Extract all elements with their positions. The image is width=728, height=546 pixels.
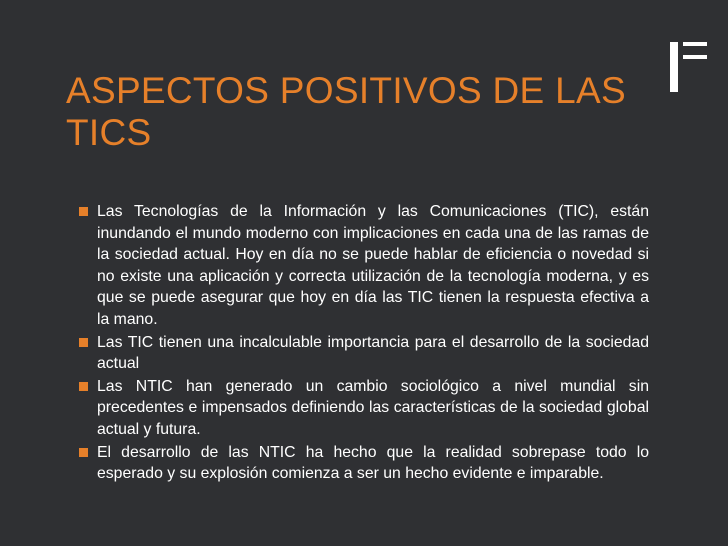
bullet-text: El desarrollo de las NTIC ha hecho que la realidad sobrepase todo lo esperado y su explosión comienza a ser un hecho evidente e imparable. bbox=[97, 443, 649, 483]
bullet-item bbox=[79, 201, 649, 331]
bullet-list bbox=[79, 201, 649, 486]
square-bullet-icon bbox=[79, 448, 88, 457]
bullet-item bbox=[79, 332, 649, 375]
bullet-text: Las Tecnologías de la Información y las Comunicaciones (TIC), están inundando el mundo moderno con implicaciones en cada una de las ramas de la sociedad actual. Hoy en día no se puede hablar de eficiencia o novedad si no existe una aplicación y correcta utilización de la tecnología moderna, y es que se puede asegurar que hoy en día las TIC tienen la respuesta efectiva a la mano. bbox=[97, 203, 649, 328]
bullet-item bbox=[79, 376, 649, 441]
square-bullet-icon bbox=[79, 207, 88, 216]
slide-theme-logo-icon bbox=[670, 42, 712, 92]
bullet-item bbox=[79, 442, 649, 485]
square-bullet-icon bbox=[79, 338, 88, 347]
square-bullet-icon bbox=[79, 382, 88, 391]
slide-title: ASPECTOS POSITIVOS DE LAS TICS bbox=[66, 70, 626, 153]
bullet-text: Las NTIC han generado un cambio sociológico a nivel mundial sin precedentes e impensados definiendo las características de la sociedad global actual y futura. bbox=[97, 377, 649, 438]
bullet-text: Las TIC tienen una incalculable importancia para el desarrollo de la sociedad actual bbox=[97, 333, 649, 373]
